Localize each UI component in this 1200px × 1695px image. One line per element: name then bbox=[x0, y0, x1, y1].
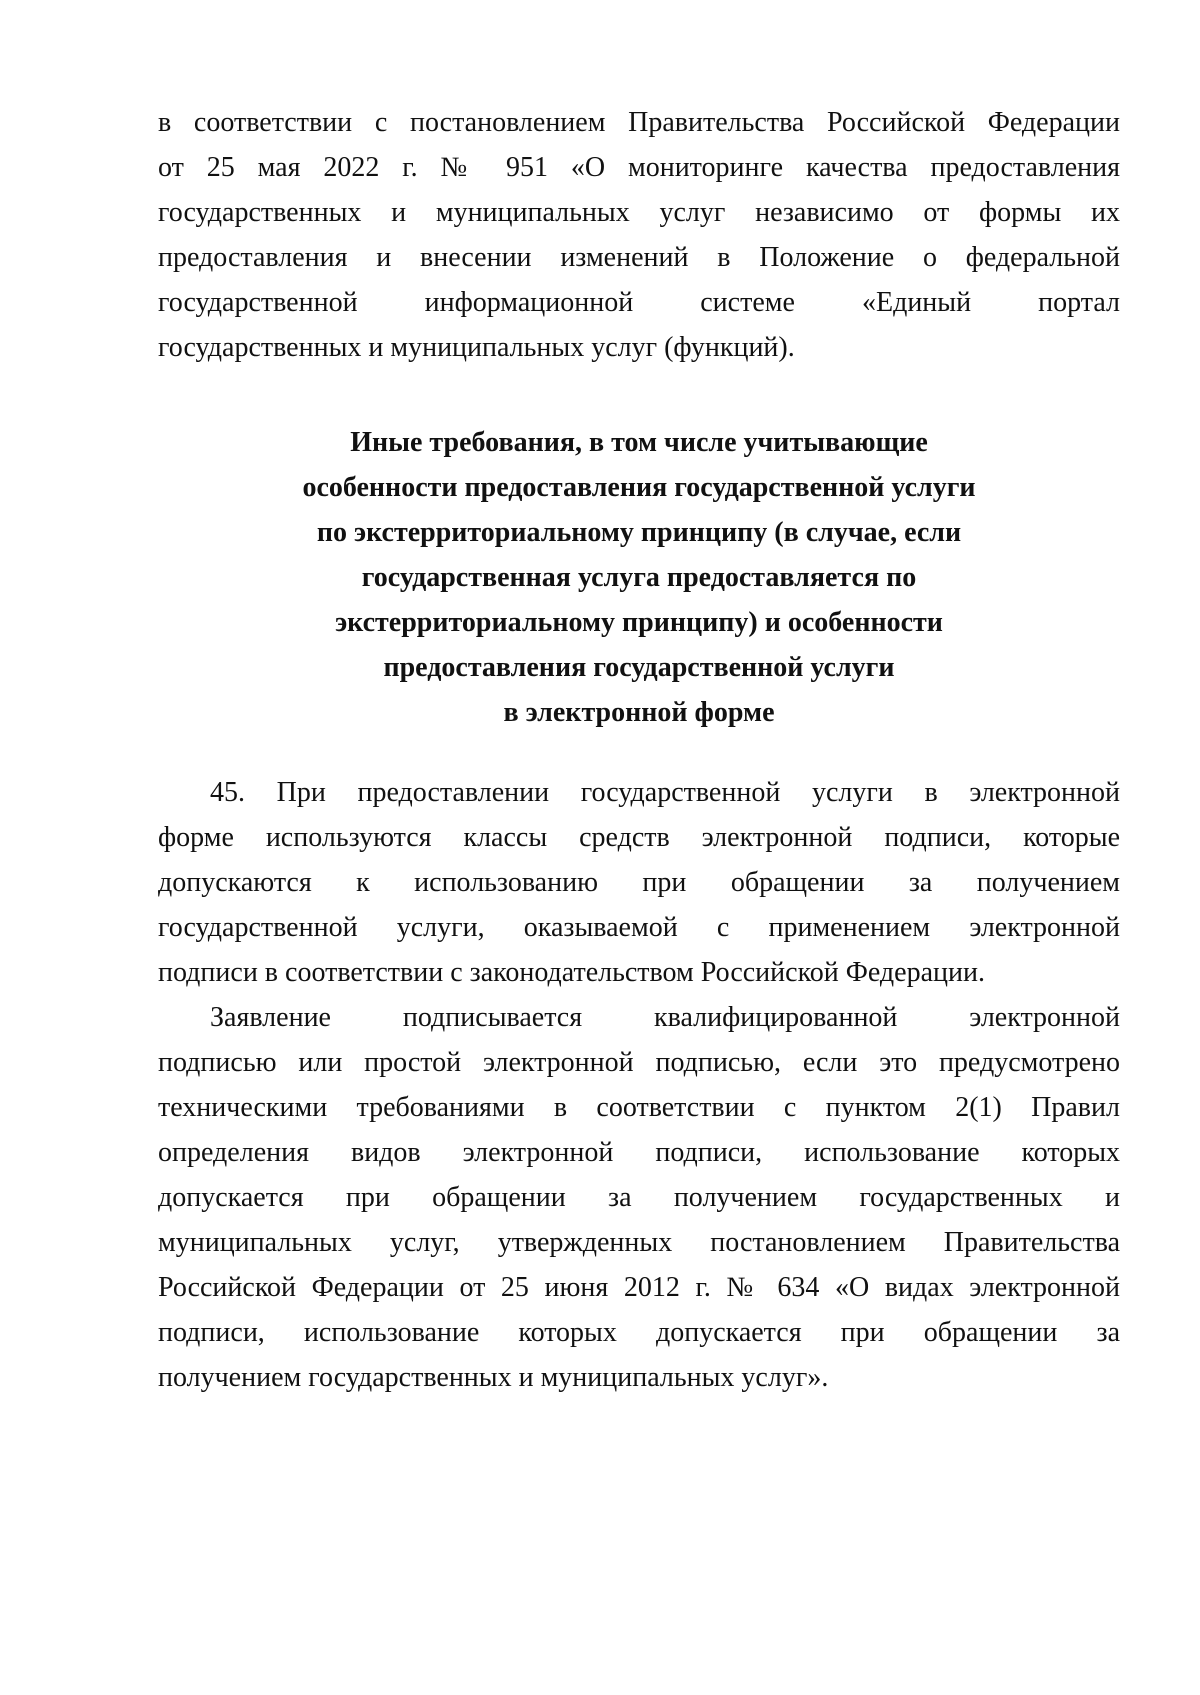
text-line: Российской Федерации от 25 июня 2012 г. № 634 «О видах электронной bbox=[158, 1272, 1120, 1303]
paragraph-statement bbox=[158, 995, 1120, 1400]
text-line: в соответствии с постановлением Правительства Российской Федерации bbox=[158, 107, 1120, 138]
text-line: государственных и муниципальных услуг независимо от формы их bbox=[158, 197, 1120, 228]
paragraph-45 bbox=[158, 770, 1120, 995]
heading-line: по экстерриториальному принципу (в случае, если bbox=[316, 517, 962, 548]
heading-line: предоставления государственной услуги bbox=[383, 652, 895, 683]
text-line: подписи, использование которых допускается при обращении за bbox=[158, 1317, 1120, 1348]
text-line: техническими требованиями в соответствии с пунктом 2(1) Правил bbox=[158, 1092, 1120, 1123]
heading-line: Иные требования, в том числе учитывающие bbox=[350, 427, 928, 458]
heading-line: особенности предоставления государственной услуги bbox=[302, 472, 976, 503]
text-line: от 25 мая 2022 г. № 951 «О мониторинге качества предоставления bbox=[158, 152, 1120, 183]
heading-line: в электронной форме bbox=[503, 697, 775, 728]
text-line: предоставления и внесении изменений в Положение о федеральной bbox=[158, 242, 1120, 273]
heading-line: государственная услуга предоставляется по bbox=[361, 562, 917, 593]
heading-line: экстерриториальному принципу) и особенности bbox=[335, 607, 943, 638]
text-line: форме используются классы средств электронной подписи, которые bbox=[158, 822, 1120, 853]
intro-paragraph bbox=[158, 100, 1120, 370]
text-line: государственной информационной системе «Единый портал bbox=[158, 287, 1120, 318]
text-line: подписью или простой электронной подписью, если это предусмотрено bbox=[158, 1047, 1120, 1078]
text-line: 45. При предоставлении государственной услуги в электронной bbox=[210, 777, 1120, 808]
text-line: муниципальных услуг, утвержденных постановлением Правительства bbox=[158, 1227, 1120, 1258]
section-heading bbox=[158, 420, 1120, 735]
text-line: Заявление подписывается квалифицированной электронной bbox=[210, 1002, 1120, 1033]
text-line: государственной услуги, оказываемой с применением электронной bbox=[158, 912, 1120, 943]
text-line: определения видов электронной подписи, использование которых bbox=[158, 1137, 1120, 1168]
text-line: подписи в соответствии с законодательством Российской Федерации. bbox=[158, 957, 985, 988]
text-line: допускаются к использованию при обращении за получением bbox=[158, 867, 1120, 898]
text-line: государственных и муниципальных услуг (функций). bbox=[158, 332, 795, 363]
text-line: получением государственных и муниципальных услуг». bbox=[158, 1362, 829, 1393]
text-line: допускается при обращении за получением государственных и bbox=[158, 1182, 1120, 1213]
